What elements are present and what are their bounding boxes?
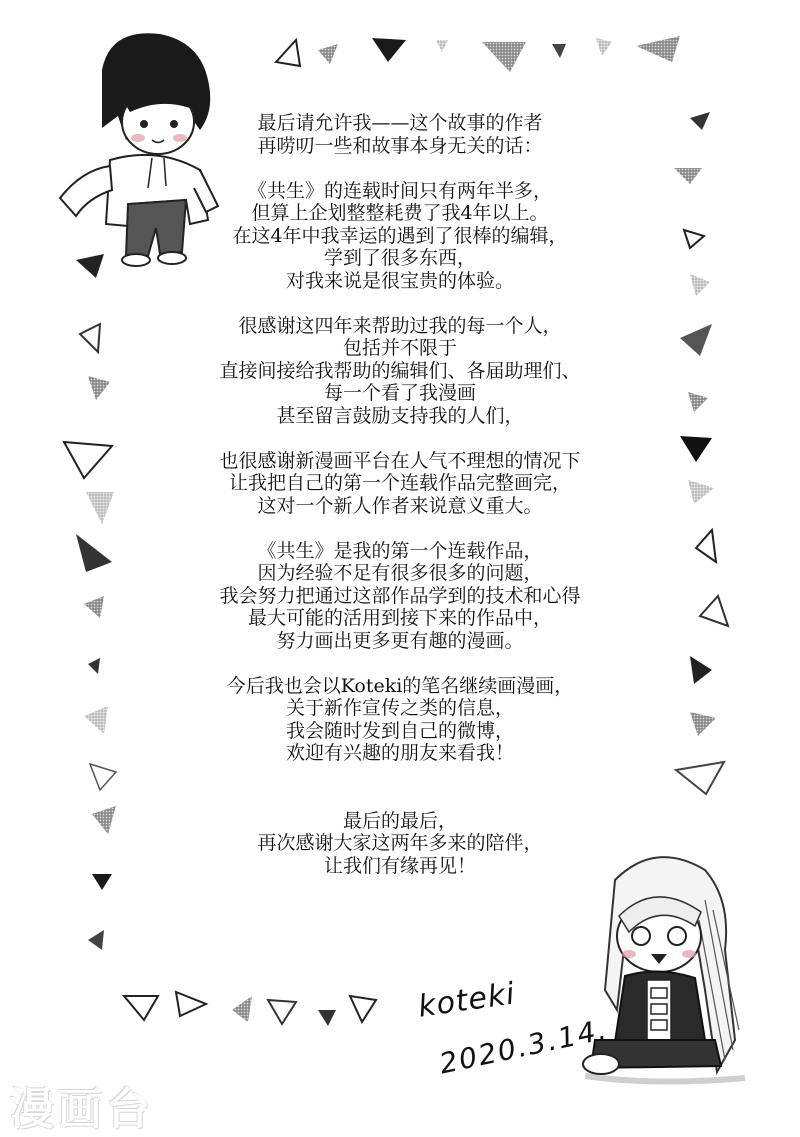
paragraph bbox=[140, 810, 660, 878]
triangle-icon bbox=[268, 1000, 296, 1024]
text-line: 让我把自己的第一个连载作品完整画完， bbox=[228, 472, 571, 494]
text-line: 让我们有缘再见！ bbox=[323, 854, 476, 877]
triangle-icon bbox=[676, 762, 724, 794]
text-line: 再次感谢大家这两年多来的陪伴， bbox=[257, 832, 543, 854]
triangle-icon bbox=[680, 436, 712, 462]
text-line: 欢迎有兴趣的朋友来看我！ bbox=[285, 742, 514, 764]
text-line: 甚至留言鼓励支持我的人们， bbox=[276, 404, 524, 427]
text-line: 努力画出更多更有趣的漫画。 bbox=[276, 629, 524, 652]
text-line: 学到了很多东西， bbox=[323, 247, 476, 269]
triangle-icon bbox=[90, 764, 116, 790]
triangle-icon bbox=[80, 324, 100, 352]
paragraph bbox=[140, 450, 660, 518]
triangle-icon bbox=[232, 996, 252, 1022]
paragraph bbox=[140, 675, 660, 765]
text-line: 每一个看了我漫画 bbox=[323, 382, 476, 404]
afterword-text bbox=[140, 112, 660, 900]
triangle-icon bbox=[482, 42, 526, 72]
triangle-icon bbox=[596, 38, 612, 56]
text-line: 《共生》是我的第一个连载作品， bbox=[257, 539, 543, 562]
triangle-icon bbox=[64, 442, 112, 478]
triangle-icon bbox=[690, 274, 710, 296]
text-line: 很感谢这四年来帮助过我的每一个人， bbox=[238, 314, 562, 337]
triangle-icon bbox=[84, 706, 108, 734]
triangle-icon bbox=[318, 1010, 336, 1026]
text-line: 关于新作宣传之类的信息， bbox=[285, 697, 514, 719]
paragraph bbox=[140, 315, 660, 428]
text-line: 最后请允许我——这个故事的作者 bbox=[257, 112, 543, 134]
text-line: 今后我也会以Koteki的笔名继续画漫画， bbox=[226, 674, 574, 697]
triangle-icon bbox=[84, 596, 104, 618]
triangle-icon bbox=[88, 930, 104, 950]
triangle-icon bbox=[690, 656, 712, 684]
paragraph bbox=[140, 180, 660, 293]
triangle-icon bbox=[684, 230, 704, 248]
text-line: 再唠叨一些和故事本身无关的话： bbox=[257, 134, 543, 157]
paragraph bbox=[140, 112, 660, 157]
triangle-icon bbox=[688, 480, 714, 504]
text-line: 我会努力把通过这部作品学到的技术和心得 bbox=[219, 584, 581, 607]
triangle-icon bbox=[552, 44, 566, 58]
text-line: 包括并不限于 bbox=[342, 337, 457, 359]
text-line: 但算上企划整整耗费了我4年以上。 bbox=[251, 202, 549, 224]
text-line: 最大可能的活用到接下来的作品中， bbox=[247, 607, 552, 629]
triangle-icon bbox=[86, 492, 114, 524]
paragraph bbox=[140, 540, 660, 653]
triangle-icon bbox=[680, 324, 712, 356]
triangle-icon bbox=[88, 658, 100, 674]
triangle-icon bbox=[88, 376, 110, 400]
author-signature bbox=[410, 975, 610, 1085]
text-line: 这对一个新人作者来说意义重大。 bbox=[257, 494, 543, 517]
triangle-icon bbox=[696, 530, 716, 562]
text-line: 最后的最后， bbox=[342, 809, 457, 832]
text-line: 也很感谢新漫画平台在人气不理想的情况下 bbox=[219, 449, 581, 472]
triangle-icon bbox=[318, 44, 338, 64]
triangle-icon bbox=[276, 40, 300, 66]
triangle-icon bbox=[76, 534, 112, 572]
triangle-icon bbox=[700, 596, 728, 626]
text-line: 我会随时发到自己的微博， bbox=[285, 719, 514, 742]
triangle-icon bbox=[350, 996, 376, 1022]
triangle-icon bbox=[124, 996, 158, 1020]
triangle-icon bbox=[690, 712, 716, 736]
text-line: 对我来说是很宝贵的体验。 bbox=[285, 269, 514, 292]
triangle-icon bbox=[372, 38, 406, 62]
triangle-icon bbox=[436, 40, 448, 52]
site-watermark: 漫画台 bbox=[10, 1084, 154, 1135]
triangle-icon bbox=[690, 112, 710, 130]
text-line: 因为经验不足有很多很多的问题， bbox=[257, 562, 543, 584]
text-line: 《共生》的连载时间只有两年半多， bbox=[247, 179, 552, 202]
triangle-icon bbox=[92, 874, 112, 890]
triangle-icon bbox=[92, 806, 116, 834]
signature-name: koteki bbox=[416, 976, 518, 1025]
text-line: 在这4年中我幸运的遇到了很棒的编辑， bbox=[232, 224, 568, 247]
triangle-icon bbox=[688, 392, 708, 412]
triangle-icon bbox=[176, 992, 206, 1016]
triangle-icon bbox=[674, 168, 702, 184]
signature-date: 2020.3.14. bbox=[436, 1012, 611, 1081]
triangle-icon bbox=[636, 36, 680, 62]
text-line: 直接间接给我帮助的编辑们、各届助理们、 bbox=[219, 359, 581, 382]
